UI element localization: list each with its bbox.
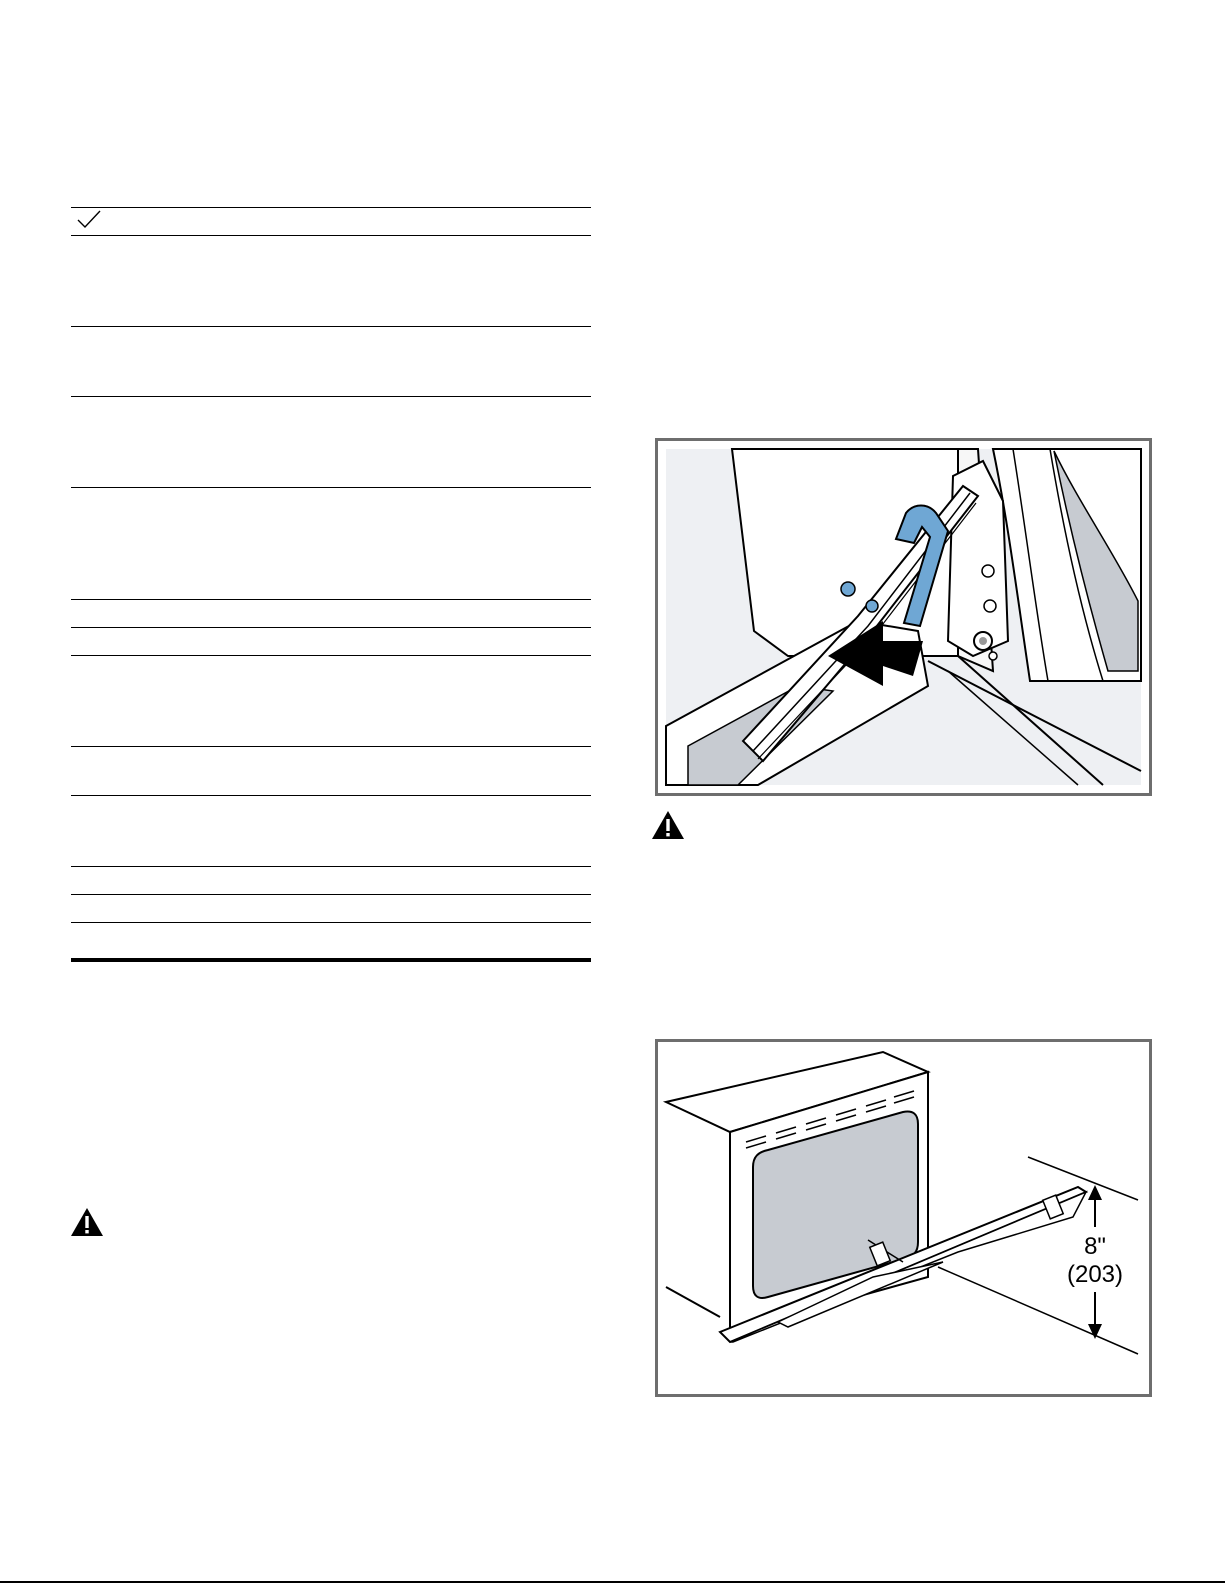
warning-icon [651, 810, 685, 840]
warning-icon [70, 1207, 104, 1237]
table-rule [71, 894, 591, 895]
table-bottom-rule [71, 958, 591, 962]
hinge-lock-figure [655, 438, 1152, 796]
table-rule [71, 599, 591, 600]
page-bottom-rule [0, 1581, 1225, 1583]
dimension-imperial: 8" [1084, 1233, 1106, 1260]
table-rule [71, 922, 591, 923]
table-rule [71, 207, 591, 208]
door-open-figure [655, 1039, 1152, 1397]
table-rule [71, 795, 591, 796]
table-rule [71, 326, 591, 327]
table-rule [71, 866, 591, 867]
dimension-metric: (203) [1066, 1261, 1124, 1288]
table-rule [71, 235, 591, 236]
table-rule [71, 655, 591, 656]
table-rule [71, 396, 591, 397]
table-rule [71, 487, 591, 488]
check-icon [76, 209, 102, 229]
table-rule [71, 746, 591, 747]
table-rule [71, 627, 591, 628]
